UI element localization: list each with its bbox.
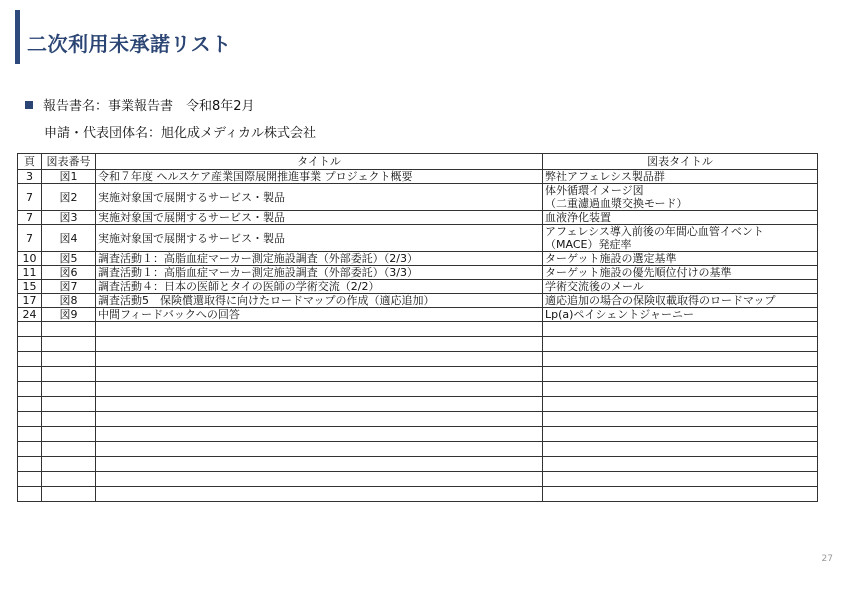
empty-cell [18,472,42,487]
page-number: 27 [821,554,833,564]
cell-title: 実施対象国で展開するサービス・製品 [96,184,543,211]
empty-cell [96,457,543,472]
square-bullet-icon [25,101,33,109]
empty-cell [42,322,96,337]
empty-table-row [18,367,818,382]
cell-page: 7 [18,184,42,211]
table-row [18,308,818,322]
empty-cell [96,487,543,502]
cell-figure-number: 図9 [42,308,96,322]
cell-page: 10 [18,252,42,266]
cell-figure-title: 適応追加の場合の保険収載取得のロードマップ [543,294,818,308]
cell-page: 15 [18,280,42,294]
cell-title: 調査活動5 保険償還取得に向けたロードマップの作成（適応追加） [96,294,543,308]
table-row [18,211,818,225]
empty-cell [18,457,42,472]
empty-cell [543,472,818,487]
empty-cell [42,472,96,487]
cell-figure-number: 図5 [42,252,96,266]
empty-table-row [18,442,818,457]
header-page: 頁 [18,154,42,170]
cell-page: 7 [18,211,42,225]
empty-table-row [18,337,818,352]
cell-title: 令和７年度 ヘルスケア産業国際展開推進事業 プロジェクト概要 [96,170,543,184]
empty-cell [18,442,42,457]
table-row [18,184,818,211]
empty-cell [543,322,818,337]
empty-table-row [18,382,818,397]
unapproved-figures-table [17,153,818,502]
empty-cell [42,457,96,472]
header-figure-title: 図表タイトル [543,154,818,170]
empty-cell [18,397,42,412]
empty-table-row [18,397,818,412]
empty-table-row [18,427,818,442]
report-name-line [25,98,255,116]
cell-figure-number: 図6 [42,266,96,280]
empty-cell [18,367,42,382]
empty-cell [18,427,42,442]
cell-title: 調査活動４：日本の医師とタイの医師の学術交流（2/2） [96,280,543,294]
table-row [18,252,818,266]
figure-title-line-1: 体外循環イメージ図 [545,184,644,197]
cell-figure-number: 図8 [42,294,96,308]
cell-figure-title: ターゲット施設の優先順位付けの基準 [543,266,818,280]
empty-cell [42,367,96,382]
empty-cell [96,382,543,397]
empty-cell [543,427,818,442]
empty-cell [543,397,818,412]
table-header-row [18,154,818,170]
empty-cell [543,457,818,472]
empty-cell [42,397,96,412]
table-row [18,225,818,252]
empty-table-row [18,457,818,472]
cell-figure-title: Lp(a)ペイシェントジャーニー [543,308,818,322]
header-figure-number: 図表番号 [42,154,96,170]
empty-cell [96,322,543,337]
empty-cell [96,442,543,457]
empty-cell [96,472,543,487]
cell-title: 実施対象国で展開するサービス・製品 [96,225,543,252]
empty-rows [18,322,818,502]
empty-cell [18,412,42,427]
empty-cell [18,487,42,502]
empty-cell [543,367,818,382]
empty-cell [42,442,96,457]
cell-figure-title [543,184,818,211]
cell-title: 調査活動１：高脂血症マーカー測定施設調査（外部委託）（3/3） [96,266,543,280]
cell-figure-number: 図2 [42,184,96,211]
cell-page: 7 [18,225,42,252]
empty-cell [18,352,42,367]
cell-title: 中間フィードバックへの回答 [96,308,543,322]
table-row [18,280,818,294]
empty-cell [42,412,96,427]
empty-cell [18,337,42,352]
empty-cell [96,352,543,367]
cell-page: 11 [18,266,42,280]
cell-page: 24 [18,308,42,322]
table-row [18,266,818,280]
empty-cell [543,337,818,352]
empty-cell [18,322,42,337]
cell-figure-number: 図1 [42,170,96,184]
header-title: タイトル [96,154,543,170]
empty-cell [96,397,543,412]
empty-cell [18,382,42,397]
report-name-text: 報告書名：事業報告書 令和8年2月 [43,99,255,114]
empty-cell [543,412,818,427]
empty-cell [42,382,96,397]
page-title: 二次利用未承諾リスト [27,32,232,56]
cell-figure-title [543,225,818,252]
empty-table-row [18,487,818,502]
cell-title: 調査活動１：高脂血症マーカー測定施設調査（外部委託）（2/3） [96,252,543,266]
figure-title-line-2: （MACE）発症率 [545,238,632,251]
empty-table-row [18,412,818,427]
empty-table-row [18,352,818,367]
empty-table-row [18,322,818,337]
table-row [18,170,818,184]
cell-page: 3 [18,170,42,184]
cell-page: 17 [18,294,42,308]
cell-figure-number: 図3 [42,211,96,225]
table-row [18,294,818,308]
empty-cell [42,337,96,352]
cell-figure-number: 図4 [42,225,96,252]
cell-figure-number: 図7 [42,280,96,294]
empty-cell [42,487,96,502]
cell-figure-title: ターゲット施設の選定基準 [543,252,818,266]
empty-cell [543,352,818,367]
cell-title: 実施対象国で展開するサービス・製品 [96,211,543,225]
figure-title-line-2: （二重濾過血漿交換モード） [545,197,688,210]
empty-cell [543,382,818,397]
figure-title-line-1: アフェレシス導入前後の年間心血管イベント [545,225,764,238]
empty-cell [96,367,543,382]
cell-figure-title: 血液浄化装置 [543,211,818,225]
empty-cell [96,412,543,427]
empty-table-row [18,472,818,487]
cell-figure-title: 学術交流後のメール [543,280,818,294]
cell-figure-title: 弊社アフェレシス製品群 [543,170,818,184]
empty-cell [42,427,96,442]
empty-cell [543,442,818,457]
empty-cell [543,487,818,502]
applicant-line: 申請・代表団体名：旭化成メディカル株式会社 [44,126,316,141]
empty-cell [96,337,543,352]
empty-cell [42,352,96,367]
title-accent-bar [15,10,20,64]
empty-cell [96,427,543,442]
